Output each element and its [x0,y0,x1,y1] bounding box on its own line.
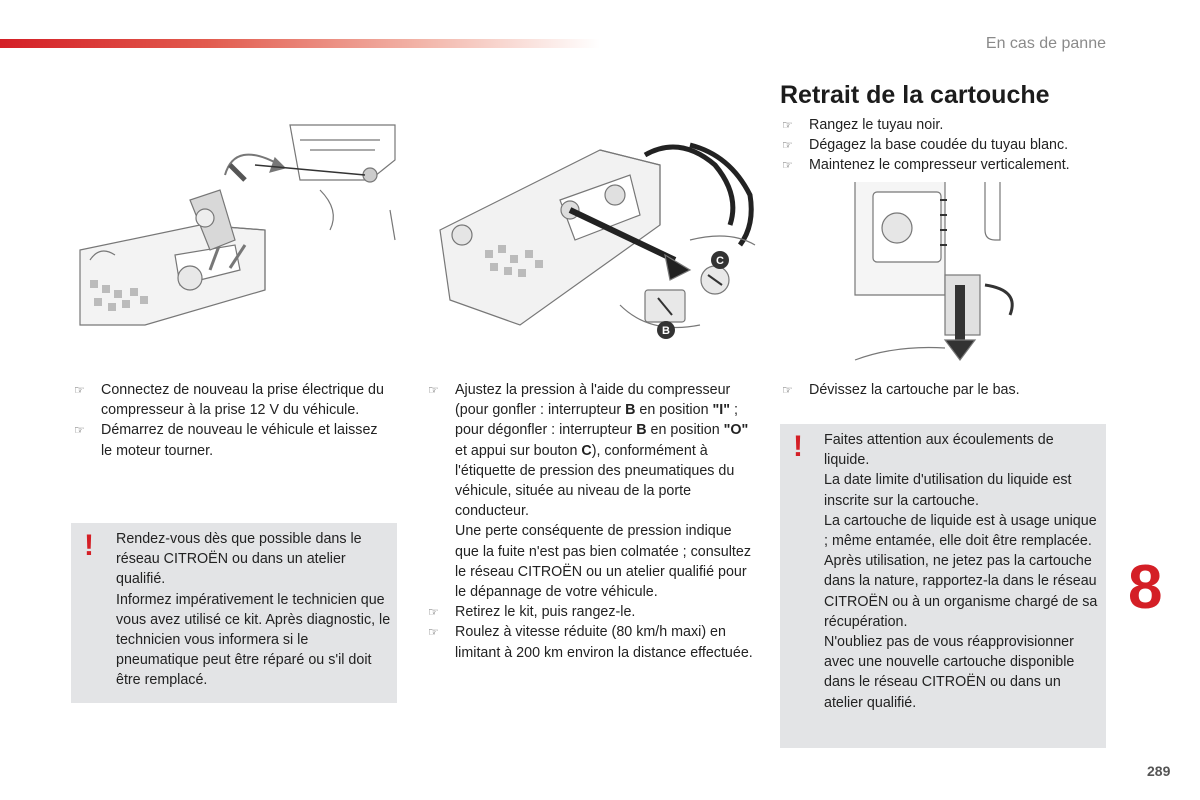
list-item: ☞ Retirez le kit, puis rangez-le. [426,602,756,622]
list-item: ☞ Rangez le tuyau noir. [780,115,1110,135]
column1-instructions [72,380,392,461]
label-b: B [662,325,670,337]
hand-pointer-icon: ☞ [428,625,439,640]
list-item: ☞ Dégagez la base coudée du tuyau blanc. [780,135,1110,155]
warning-text: Rendez-vous dès que possible dans le réseau CITROËN ou dans un atelier qualifié. Informez impérativement le technicien que vous avez utilisé ce kit. Après diagnostic, le technicien vous informera si le pneumatique peut être réparé ou s'il doit être remplacé. [116,531,391,689]
page-number: 289 [1147,763,1171,779]
warning-exclamation-icon: ! [793,430,803,463]
pressure-loss-text: Une perte conséquente de pression indique que la fuite n'est pas bien colmatée ; consultez le réseau CITROËN ou un atelier qualifié pour le dépannage de votre véhicule. [455,523,751,601]
section-title: Retrait de la cartouche [780,81,1050,109]
figure-cartridge-removal [835,180,1035,370]
hand-pointer-icon: ☞ [782,383,793,397]
warning-exclamation-icon: ! [84,529,94,562]
list-item: ☞ Maintenez le compresseur verticalement. [780,155,1110,175]
warning-box-workshop [71,523,397,703]
hand-pointer-icon: ☞ [782,118,793,132]
warning-box-liquid [780,424,1106,748]
hand-pointer-icon: ☞ [782,158,793,173]
column2-instructions [426,380,756,663]
pressure-adjust-text: Ajustez la pression à l'aide du compresseur (pour gonfler : interrupteur B en position "I" ; pour dégonfler : interrupteur B en position "O" et appui sur bouton C), conformément à l'étiquette de pression des pneumatiques du véhicule, située au niveau de la porte conducteur. [455,382,749,520]
figure-plug-connection [70,120,400,345]
hand-pointer-icon: ☞ [428,383,439,397]
hand-pointer-icon: ☞ [74,383,85,397]
hand-pointer-icon: ☞ [782,138,793,153]
list-item: ☞ Connectez de nouveau la prise électrique du compresseur à la prise 12 V du véhicule. [74,382,384,419]
section-header: En cas de panne [985,35,1106,52]
chapter-number: 8 [1128,553,1163,622]
list-item: ☞ Roulez à vitesse réduite (80 km/h maxi) en limitant à 200 km environ la distance effectuée. [428,624,753,661]
title-instructions [780,115,1110,176]
list-item: ☞ Dévissez la cartouche par le bas. [780,380,1100,400]
header-accent-bar [0,39,600,48]
hand-pointer-icon: ☞ [74,423,85,438]
figure-compressor-controls [430,135,760,345]
hand-pointer-icon: ☞ [428,605,439,620]
list-item [426,380,756,602]
warning-text: Faites attention aux écoulements de liquide. La date limite d'utilisation du liquide est inscrite sur la cartouche. La cartouche de liquide est à usage unique ; même entamée, elle doit être remplacée. Après utilisation, ne jetez pas la cartouche dans la nature, rapportez-la dans le réseau CITROËN ou à un organisme chargé de sa récupération. N'oubliez pas de vous réapprovisionner avec une nouvelle cartouche disponible dans le réseau CITROËN ou dans un atelier qualifié. [824,432,1098,711]
label-c: C [716,255,724,267]
list-item: ☞ Démarrez de nouveau le véhicule et laissez le moteur tourner. [74,422,378,459]
column3-instructions [780,380,1100,400]
